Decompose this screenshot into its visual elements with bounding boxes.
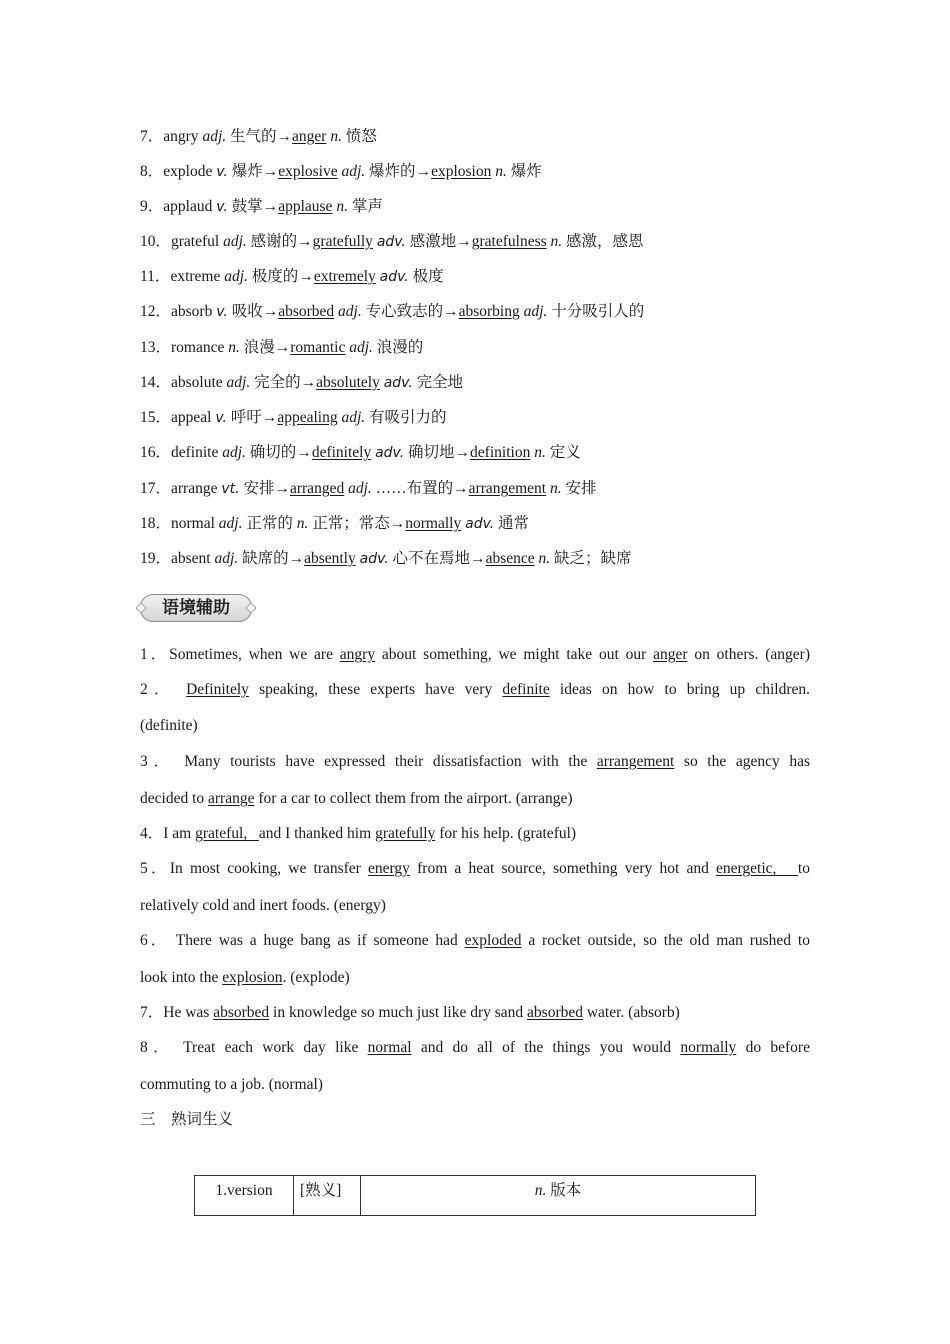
sentence-4: 4．I am grateful, and I thanked him gratefully for his help. (grateful) [140, 825, 577, 842]
sentence-1: 1．Sometimes, when we are angry about something, we might take out our anger on others. (anger) [140, 646, 810, 663]
sentence-8-cont: commuting to a job. (normal) [140, 1076, 323, 1093]
vocab-item-14: 14．absolute adj. 完全的→absolutely adv. 完全地 [140, 374, 464, 391]
familiar-word-table [194, 1175, 756, 1216]
vocab-item-13: 13．romance n. 浪漫→romantic adj. 浪漫的 [140, 339, 424, 356]
vocab-item-16: 16．definite adj. 确切的→definitely adv. 确切地→definition n. 定义 [140, 444, 581, 461]
vocab-item-8: 8．explode v. 爆炸→explosive adj. 爆炸的→explosion n. 爆炸 [140, 163, 542, 180]
vocab-item-18: 18．normal adj. 正常的 n. 正常；常态→normally adv. 通常 [140, 515, 530, 532]
vocab-item-11: 11．extreme adj. 极度的→extremely adv. 极度 [140, 268, 444, 285]
sentence-3-cont: decided to arrange for a car to collect them from the airport. (arrange) [140, 790, 573, 807]
sentence-2-cont: (definite) [140, 717, 198, 734]
vocab-item-10: 10．grateful adj. 感谢的→gratefully adv. 感激地→gratefulness n. 感激，感恩 [140, 233, 644, 250]
vocab-item-15: 15．appeal v. 呼吁→appealing adj. 有吸引力的 [140, 409, 447, 426]
vocab-item-12: 12．absorb v. 吸收→absorbed adj. 专心致志的→absorbing adj. 十分吸引人的 [140, 303, 645, 320]
sentence-7: 7．He was absorbed in knowledge so much just like dry sand absorbed water. (absorb) [140, 1004, 680, 1021]
sentence-5-cont: relatively cold and inert foods. (energy) [140, 897, 386, 914]
table-row [195, 1176, 756, 1216]
vocab-item-17: 17．arrange vt. 安排→arranged adj. ……布置的→arrangement n. 安排 [140, 480, 597, 497]
sentence-5: 5．In most cooking, we transfer energy from a heat source, something very hot and energetic, to [140, 860, 810, 877]
table-cell-word: 1.version [195, 1176, 294, 1216]
sentence-3: 3． Many tourists have expressed their dissatisfaction with the arrangement so the agency has [140, 753, 810, 770]
section-badge: 语境辅助 [140, 594, 252, 622]
sentence-8: 8． Treat each work day like normal and do all of the things you would normally do before [140, 1039, 810, 1056]
table-cell-meaning: n. 版本 [361, 1176, 756, 1216]
sentence-2: 2． Definitely speaking, these experts have very definite ideas on how to bring up children. [140, 681, 810, 698]
sentence-6: 6． There was a huge bang as if someone had exploded a rocket outside, so the old man rushed to [140, 932, 810, 949]
vocab-item-9: 9．applaud v. 鼓掌→applause n. 掌声 [140, 198, 383, 215]
sentence-6-cont: look into the explosion. (explode) [140, 969, 350, 986]
table-cell-tag: [熟义] [294, 1176, 361, 1216]
vocab-item-19: 19．absent adj. 缺席的→absently adv. 心不在焉地→absence n. 缺乏；缺席 [140, 550, 632, 567]
section-3-heading: 三 熟词生义 [140, 1111, 234, 1128]
vocab-item-7: 7．angry adj. 生气的→anger n. 愤怒 [140, 128, 377, 145]
